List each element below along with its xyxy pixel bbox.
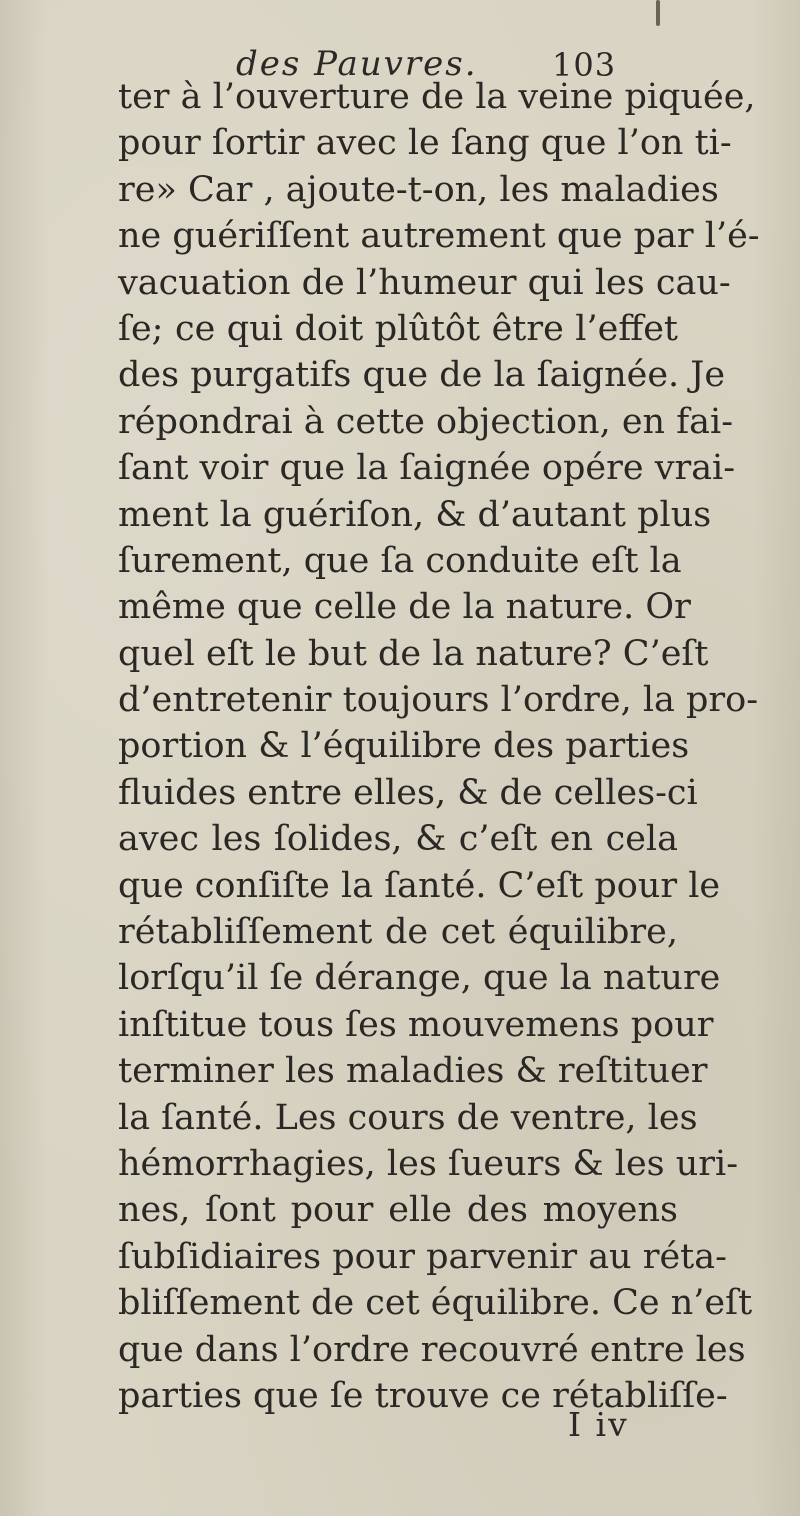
text-line: terminer les maladies & reſtituer — [118, 1051, 708, 1092]
text-line: pour ſortir avec le ſang que l’on ti- — [118, 123, 732, 164]
text-line: hémorrhagies, les ſueurs & les uri- — [118, 1143, 739, 1184]
text-line: que conſiſte la ſanté. C’eſt pour le — [118, 865, 721, 906]
text-line: bliſſement de cet équilibre. Ce n’eſt — [118, 1283, 753, 1324]
text-line: fluides entre elles, & de celles-ci — [118, 772, 698, 813]
page-edge-mark — [656, 0, 660, 26]
text-line: ſurement, que ſa conduite eſt la — [118, 540, 682, 581]
running-title: des Pauvres. — [236, 44, 478, 84]
text-line: des purgatifs que de la ſaignée. Je — [118, 355, 726, 396]
text-line: re» Car , ajoute-t-on, les maladies — [118, 169, 719, 210]
text-line: répondrai à cette objection, en fai- — [118, 401, 734, 442]
text-line: ter à l’ouverture de la veine piquée, — [118, 77, 756, 117]
page-number: 103 — [552, 46, 617, 84]
text-line: inſtitue tous ſes mouvemens pour — [118, 1004, 714, 1045]
text-line: d’entretenir toujours l’ordre, la pro- — [118, 680, 759, 721]
signature-mark: I iv — [568, 1405, 629, 1444]
text-line: vacuation de l’humeur qui les cau- — [118, 262, 731, 303]
text-line: ſant voir que la ſaignée opére vrai- — [118, 448, 736, 489]
text-line: même que celle de la nature. Or — [118, 587, 691, 628]
text-line: parties que ſe trouve ce rétabliſſe- — [118, 1375, 728, 1416]
text-line: quel eſt le but de la nature? C’eſt — [118, 633, 709, 674]
text-line: ment la guériſon, & d’autant plus — [118, 494, 712, 535]
text-line: lorſqu’il ſe dérange, que la nature — [118, 958, 721, 999]
text-line: ſubſidiaires pour parvenir au réta- — [118, 1236, 727, 1277]
text-line: portion & l’équilibre des parties — [118, 726, 690, 767]
text-line: avec les ſolides, & c’eſt en cela — [118, 819, 678, 860]
body-text — [118, 74, 760, 1419]
text-line: ne guériſſent autrement que par l’é- — [118, 216, 760, 257]
text-line: ſe; ce qui doit plûtôt être l’effet — [118, 308, 678, 349]
text-line: rétabliſſement de cet équilibre, — [118, 912, 678, 953]
text-line: que dans l’ordre recouvré entre les — [118, 1329, 746, 1370]
text-line: nes, ſont pour elle des moyens — [118, 1190, 678, 1231]
text-line: la ſanté. Les cours de ventre, les — [118, 1097, 698, 1138]
